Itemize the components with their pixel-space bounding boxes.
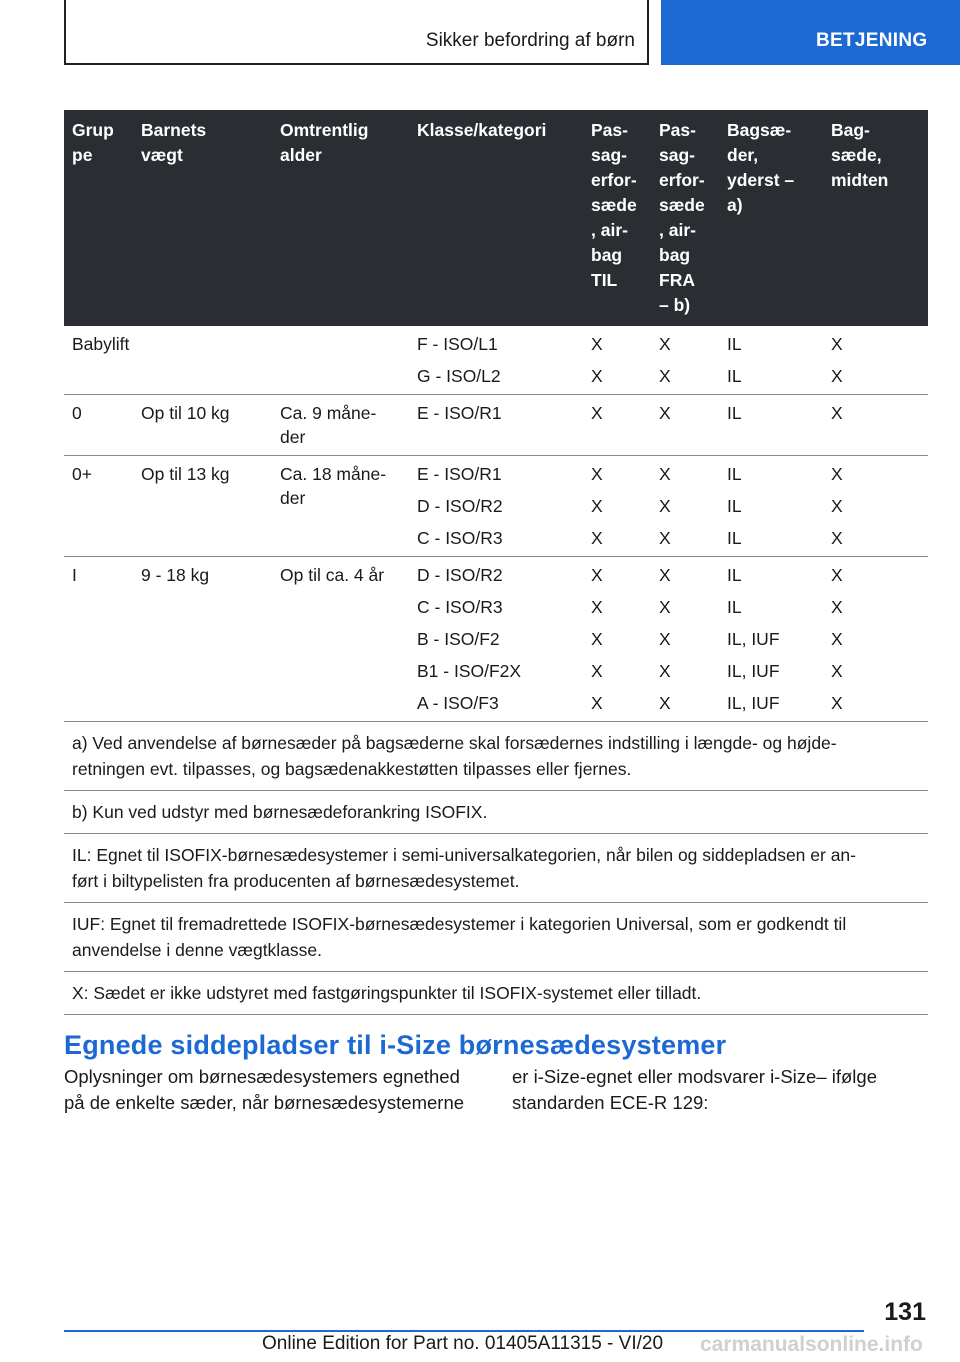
cell-line: IL, IUF xyxy=(727,693,780,713)
cell-class xyxy=(409,326,583,395)
header-cell-weight: Barnets vægt xyxy=(133,110,272,326)
cell-weight: 9 - 18 kg xyxy=(133,557,272,722)
isofix-table xyxy=(64,110,928,1015)
header-tab-betjening[interactable] xyxy=(661,0,960,65)
cell-line: IL, IUF xyxy=(727,629,780,649)
cell-line: E - ISO/R1 xyxy=(417,464,502,484)
cell-line: X xyxy=(659,464,671,484)
cell-class xyxy=(409,456,583,557)
cell-group: 0+ xyxy=(64,456,133,557)
cell-line: X xyxy=(659,661,671,681)
cell-line: X xyxy=(659,496,671,516)
cell-pass-on xyxy=(583,395,651,456)
cell-line: X xyxy=(591,693,603,713)
cell-line: X xyxy=(591,496,603,516)
cell-line: X xyxy=(591,464,603,484)
header-cell-group: Grup pe xyxy=(64,110,133,326)
header-frame xyxy=(64,0,649,65)
body-text-column-1: Oplysninger om børnesædesystemers egnethed på de enkelte sæder, når børnesædesystemerne xyxy=(64,1066,465,1113)
cell-line: IL xyxy=(727,496,742,516)
table-note-row xyxy=(64,834,928,903)
cell-line: X xyxy=(831,528,843,548)
section-heading: Egnede siddepladser til i‑Size børnesædesystemer xyxy=(64,1030,727,1060)
cell-line: A - ISO/F3 xyxy=(417,693,499,713)
cell-weight: Op til 10 kg xyxy=(133,395,272,456)
table-note-row xyxy=(64,722,928,791)
cell-line: D - ISO/R2 xyxy=(417,565,503,585)
cell-line: X xyxy=(831,464,843,484)
body-text-column-2: er i‑Size-egnet eller modsvarer i‑Size– ifølge standarden ECE-R 129: xyxy=(512,1066,877,1113)
cell-line: G - ISO/L2 xyxy=(417,366,501,386)
cell-weight: Op til 13 kg xyxy=(133,456,272,557)
cell-line: X xyxy=(659,528,671,548)
cell-line: IL xyxy=(727,403,742,423)
cell-line: E - ISO/R1 xyxy=(417,403,502,423)
cell-line: F - ISO/L1 xyxy=(417,334,498,354)
cell-line: IL xyxy=(727,366,742,386)
cell-line: X xyxy=(591,403,603,423)
cell-line: C - ISO/R3 xyxy=(417,597,503,617)
cell-rear-mid xyxy=(823,456,928,557)
header-cell-age: Omtrentlig alder xyxy=(272,110,409,326)
cell-line: B1 - ISO/F2X xyxy=(417,661,522,681)
page-number: 131 xyxy=(884,1298,926,1326)
cell-pass-on xyxy=(583,557,651,722)
cell-line: X xyxy=(659,693,671,713)
cell-rear-outer xyxy=(719,557,823,722)
cell-weight xyxy=(133,326,272,395)
cell-line: X xyxy=(659,629,671,649)
cell-pass-on xyxy=(583,456,651,557)
cell-line: X xyxy=(831,629,843,649)
table-row xyxy=(64,395,928,456)
cell-line: X xyxy=(591,366,603,386)
cell-line: X xyxy=(659,403,671,423)
cell-line: IL xyxy=(727,597,742,617)
table-note-row xyxy=(64,791,928,834)
cell-rear-outer xyxy=(719,395,823,456)
cell-class xyxy=(409,395,583,456)
cell-pass-on xyxy=(583,326,651,395)
cell-line: D - ISO/R2 xyxy=(417,496,503,516)
note-il: IL: Egnet til ISOFIX-børnesædesystemer i semi-universalkategorien, når bilen og siddepladsen er an- ført i biltypelisten fra producenten af børnesædesystemet. xyxy=(64,834,928,903)
cell-line: IL, IUF xyxy=(727,661,780,681)
note-x: X: Sædet er ikke udstyret med fastgøringspunkter til ISOFIX-systemet eller tilladt. xyxy=(64,972,928,1015)
header-cell-passenger-airbag-off: Pas- sag- erfor- sæde , air- bag FRA – b) xyxy=(651,110,719,326)
table-row xyxy=(64,456,928,557)
cell-group: Babylift xyxy=(64,326,133,395)
cell-class xyxy=(409,557,583,722)
header-cell-class: Klasse/kategori xyxy=(409,110,583,326)
cell-line: C - ISO/R3 xyxy=(417,528,503,548)
cell-pass-off xyxy=(651,395,719,456)
cell-rear-outer xyxy=(719,456,823,557)
header-cell-rear-middle: Bag- sæde, midten xyxy=(823,110,928,326)
cell-line: X xyxy=(831,565,843,585)
cell-age: Ca. 18 måne- der xyxy=(272,456,409,557)
note-iuf: IUF: Egnet til fremadrettede ISOFIX-børnesædesystemer i kategorien Universal, som er godkendt til anvendelse i denne vægtklasse. xyxy=(64,903,928,972)
cell-line: X xyxy=(831,661,843,681)
table-note-row xyxy=(64,972,928,1015)
cell-line: X xyxy=(591,334,603,354)
cell-line: X xyxy=(591,661,603,681)
cell-age: Op til ca. 4 år xyxy=(272,557,409,722)
cell-age xyxy=(272,326,409,395)
cell-line: IL xyxy=(727,528,742,548)
table-note-row xyxy=(64,903,928,972)
watermark: carmanualsonline.info xyxy=(700,1333,923,1356)
cell-line: X xyxy=(831,693,843,713)
cell-line: B - ISO/F2 xyxy=(417,629,500,649)
cell-line: X xyxy=(659,597,671,617)
cell-pass-off xyxy=(651,557,719,722)
table-row xyxy=(64,557,928,722)
cell-group: I xyxy=(64,557,133,722)
note-a: a) Ved anvendelse af børnesæder på bagsæderne skal forsædernes indstilling i længde- og højde- retningen evt. tilpasses, og bagsædenakkestøtten tilpasses eller fjernes. xyxy=(64,722,928,791)
cell-line: IL xyxy=(727,565,742,585)
cell-group: 0 xyxy=(64,395,133,456)
cell-pass-off xyxy=(651,326,719,395)
table-header-row xyxy=(64,110,928,326)
cell-line: IL xyxy=(727,464,742,484)
cell-line: X xyxy=(591,565,603,585)
footer-edition: Online Edition for Part no. 01405A11315 - VI/20 xyxy=(262,1333,664,1354)
cell-rear-mid xyxy=(823,557,928,722)
cell-line: IL xyxy=(727,334,742,354)
header-cell-passenger-airbag-on: Pas- sag- erfor- sæde , air- bag TIL xyxy=(583,110,651,326)
cell-age: Ca. 9 måne- der xyxy=(272,395,409,456)
cell-pass-off xyxy=(651,456,719,557)
header-cell-rear-outer: Bagsæ- der, yderst – a) xyxy=(719,110,823,326)
cell-line: X xyxy=(831,366,843,386)
header-section-title: Sikker befordring af børn xyxy=(425,30,635,51)
header-tab-label: BETJENING xyxy=(816,30,928,51)
table-row xyxy=(64,326,928,395)
cell-rear-mid xyxy=(823,395,928,456)
cell-line: X xyxy=(831,496,843,516)
cell-line: X xyxy=(831,334,843,354)
cell-rear-outer xyxy=(719,326,823,395)
cell-line: X xyxy=(591,629,603,649)
cell-line: X xyxy=(659,334,671,354)
footer-rule xyxy=(64,1330,864,1332)
note-b: b) Kun ved udstyr med børnesædeforankring ISOFIX. xyxy=(64,791,928,834)
cell-line: X xyxy=(591,597,603,617)
cell-line: X xyxy=(831,597,843,617)
cell-line: X xyxy=(659,565,671,585)
cell-line: X xyxy=(659,366,671,386)
cell-line: X xyxy=(591,528,603,548)
cell-line: X xyxy=(831,403,843,423)
cell-rear-mid xyxy=(823,326,928,395)
